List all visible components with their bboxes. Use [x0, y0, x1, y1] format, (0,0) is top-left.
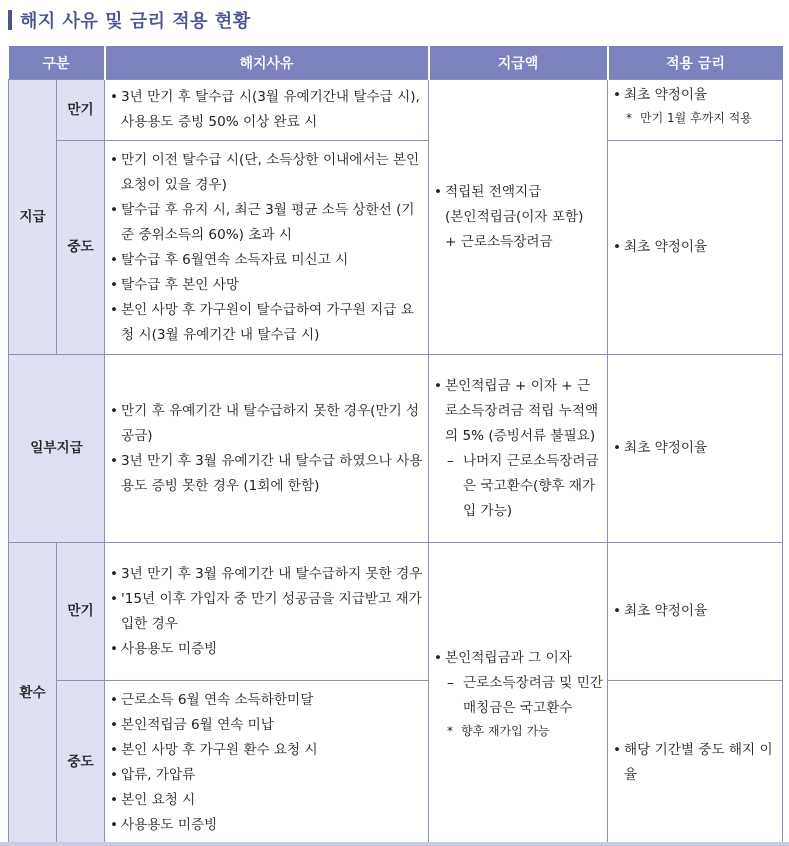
rate-cell [608, 141, 783, 355]
list-item: • 3년 만기 후 3월 유예기간 내 탈수급 하였으나 사용용도 증빙 못한 경우 (1회에 한함) [109, 449, 424, 499]
table-row [9, 80, 783, 141]
reason-cell [105, 80, 429, 141]
list-item: • 본인 사망 후 가구원이 탈수급하여 가구원 지급 요청 시(3월 유예기간 내 탈수급 시) [109, 298, 424, 348]
amount-note: * 향후 재가입 가능 [433, 721, 603, 741]
title-accent-bar [8, 10, 12, 30]
list-item: • 근로소득 6월 연속 소득하한미달 [109, 688, 424, 713]
list-item: • 탈수급 후 유지 시, 최근 3월 평균 소득 상한선 (기준 중위소득의 60%) 초과 시 [109, 198, 424, 248]
list-item: • 적립된 전액지급 [433, 180, 603, 205]
list-item: • 최초 약정이율 [612, 436, 778, 461]
subcategory-midterm: 중도 [57, 681, 105, 845]
list-item: – 나머지 근로소득장려금은 국고환수(향후 재가입 가능) [433, 449, 603, 524]
rate-note: * 만기 1월 후까지 적용 [612, 108, 778, 128]
header-amount: 지급액 [429, 46, 608, 80]
rate-cell [608, 355, 783, 543]
table-row [9, 543, 783, 681]
reason-cell [105, 141, 429, 355]
termination-table [8, 46, 783, 845]
rate-cell [608, 543, 783, 681]
table-row [9, 141, 783, 355]
list-item: • 최초 약정이율 [612, 83, 778, 108]
header-reason: 해지사유 [105, 46, 429, 80]
list-item: • 사용용도 미증빙 [109, 813, 424, 838]
list-item: • 3년 만기 후 3월 유예기간 내 탈수급하지 못한 경우 [109, 562, 424, 587]
list-item: • 탈수급 후 본인 사망 [109, 273, 424, 298]
list-item: • 만기 이전 탈수급 시(단, 소득상한 이내에서는 본인 요청이 있을 경우) [109, 148, 424, 198]
list-item: • 만기 후 유예기간 내 탈수급하지 못한 경우(만기 성공금) [109, 399, 424, 449]
header-category: 구분 [9, 46, 105, 80]
list-item: • 탈수급 후 6월연속 소득자료 미신고 시 [109, 248, 424, 273]
table-row [9, 355, 783, 543]
list-item: (본인적립금(이자 포함) [445, 208, 584, 225]
table-header-row [9, 46, 783, 80]
list-item: + 근로소득장려금 [445, 233, 553, 250]
table-row [9, 681, 783, 845]
page-title-bar [8, 8, 251, 32]
list-item: • 본인적립금 6월 연속 미납 [109, 713, 424, 738]
subcategory-maturity: 만기 [57, 80, 105, 141]
list-item: • 본인적립금 + 이자 + 근로소득장려금 적립 누적액의 5% (증빙서류 불필요) [433, 374, 603, 449]
rate-cell [608, 80, 783, 141]
list-item: • 최초 약정이율 [612, 235, 778, 260]
list-item: • 본인 사망 후 가구원 환수 요청 시 [109, 738, 424, 763]
amount-cell [429, 543, 608, 845]
bottom-divider [0, 842, 789, 846]
list-item: • '15년 이후 가입자 중 만기 성공금을 지급받고 재가입한 경우 [109, 587, 424, 637]
amount-cell [429, 355, 608, 543]
amount-cell [429, 80, 608, 355]
subcategory-maturity: 만기 [57, 543, 105, 681]
list-item: – 근로소득장려금 및 민간 매칭금은 국고환수 [433, 671, 603, 721]
page-title: 해지 사유 및 금리 적용 현황 [20, 11, 251, 32]
list-item: • 본인적립금과 그 이자 [433, 646, 603, 671]
list-item: • 사용용도 미증빙 [109, 637, 424, 662]
reason-cell [105, 543, 429, 681]
list-item: • 본인 요청 시 [109, 788, 424, 813]
category-payment: 지급 [9, 80, 57, 355]
reason-cell [105, 681, 429, 845]
category-partial-payment: 일부지급 [9, 355, 105, 543]
reason-cell [105, 355, 429, 543]
list-item: • 해당 기간별 중도 해지 이율 [612, 738, 778, 788]
subcategory-midterm: 중도 [57, 141, 105, 355]
header-rate: 적용 금리 [608, 46, 783, 80]
list-item: 사용용도 증빙 50% 이상 완료 시 [121, 114, 318, 130]
list-item: • 최초 약정이율 [612, 599, 778, 624]
list-item: • 3년 만기 후 탈수급 시(3월 유예기간내 탈수급 시), [109, 85, 424, 110]
category-recovery: 환수 [9, 543, 57, 845]
list-item: • 압류, 가압류 [109, 763, 424, 788]
rate-cell [608, 681, 783, 845]
